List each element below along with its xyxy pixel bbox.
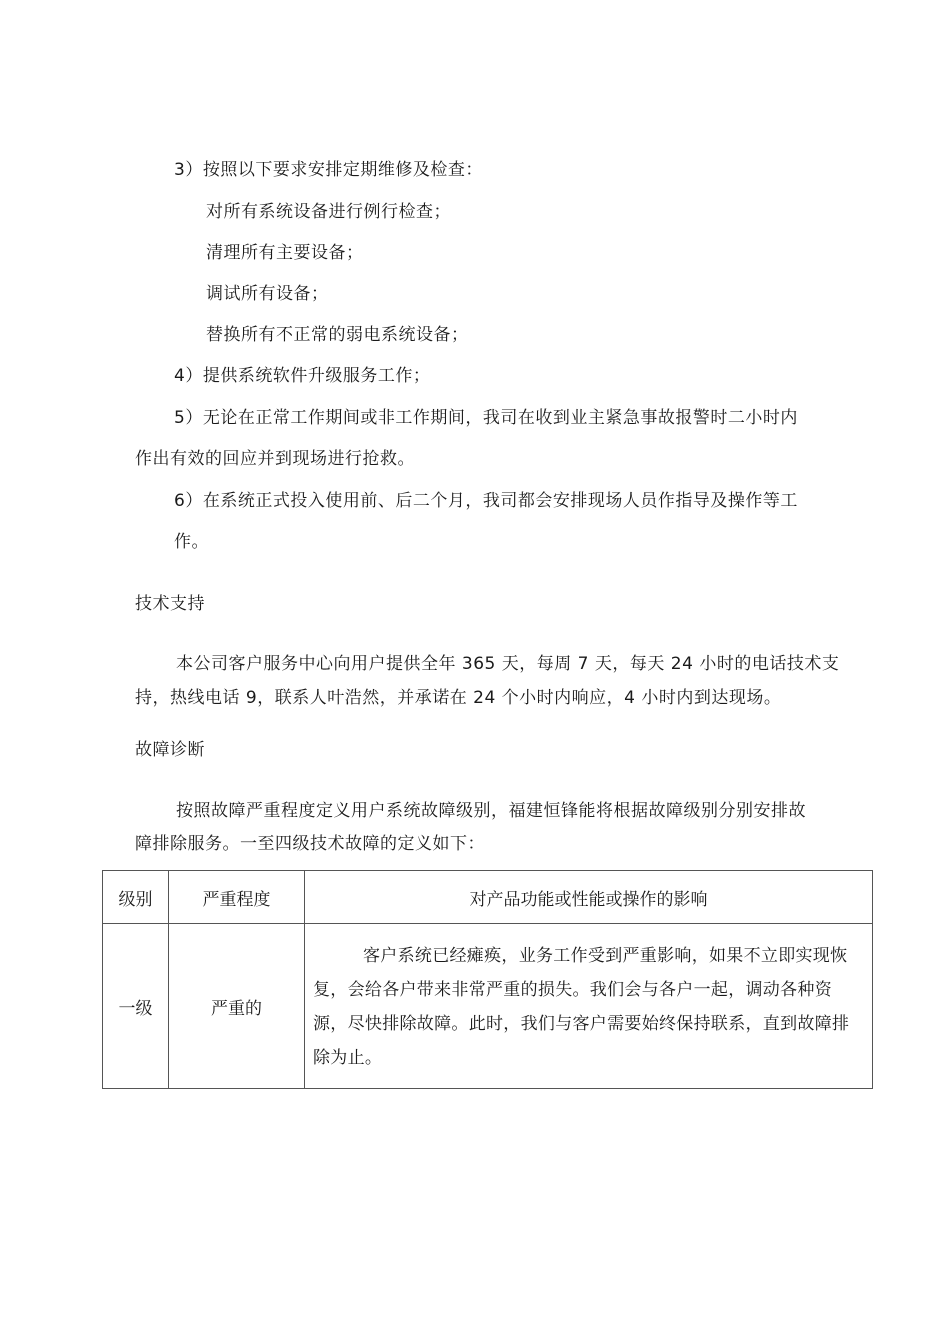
diagnosis-para-line-1: 按照故障严重程度定义用户系统故障级别，福建恒锋能将根据故障级别分别安排故 — [176, 801, 806, 821]
item-3-sub-3: 调试所有设备； — [206, 284, 329, 304]
item-3-sub-4: 替换所有不正常的弱电系统设备； — [206, 325, 469, 345]
item-5-line-2: 作出有效的回应并到现场进行抢救。 — [135, 449, 415, 469]
cell-level: 一级 — [103, 924, 169, 1089]
cell-effect-text: 客户系统已经瘫痪，业务工作受到严重影响，如果不立即实现恢复，会给各户带来非常严重的损失。我们会与各户一起，调动各种资源，尽快排除故障。此时，我们与客户需要始终保持联系，直到故障排除为止。 — [313, 946, 850, 1068]
item-3-sub-2: 清理所有主要设备； — [206, 243, 364, 263]
item-3-sub-1: 对所有系统设备进行例行检查； — [206, 202, 451, 222]
diagnosis-heading: 故障诊断 — [135, 740, 205, 760]
item-4: 4）提供系统软件升级服务工作； — [174, 366, 431, 386]
support-para-line-1: 本公司客户服务中心向用户提供全年 365 天，每周 7 天，每天 24 小时的电话技术支 — [176, 654, 840, 674]
header-level: 级别 — [103, 871, 169, 924]
support-para-line-2: 持，热线电话 9，联系人叶浩然，并承诺在 24 个小时内响应，4 小时内到达现场。 — [135, 688, 782, 708]
item-3: 3）按照以下要求安排定期维修及检查： — [174, 160, 483, 180]
cell-effect — [305, 924, 873, 1089]
item-5-line-1: 5）无论在正常工作期间或非工作期间，我司在收到业主紧急事故报警时二小时内 — [174, 408, 798, 428]
header-effect: 对产品功能或性能或操作的影响 — [305, 871, 873, 924]
item-6-line-1: 6）在系统正式投入使用前、后二个月，我司都会安排现场人员作指导及操作等工 — [174, 491, 798, 511]
header-severity: 严重程度 — [169, 871, 305, 924]
fault-level-table — [102, 870, 873, 1089]
table-row — [103, 924, 873, 1089]
item-6-line-2: 作。 — [174, 532, 209, 552]
table-header-row — [103, 871, 873, 924]
support-heading: 技术支持 — [135, 594, 205, 614]
diagnosis-para-line-2: 障排除服务。一至四级技术故障的定义如下： — [135, 834, 485, 854]
cell-severity: 严重的 — [169, 924, 305, 1089]
